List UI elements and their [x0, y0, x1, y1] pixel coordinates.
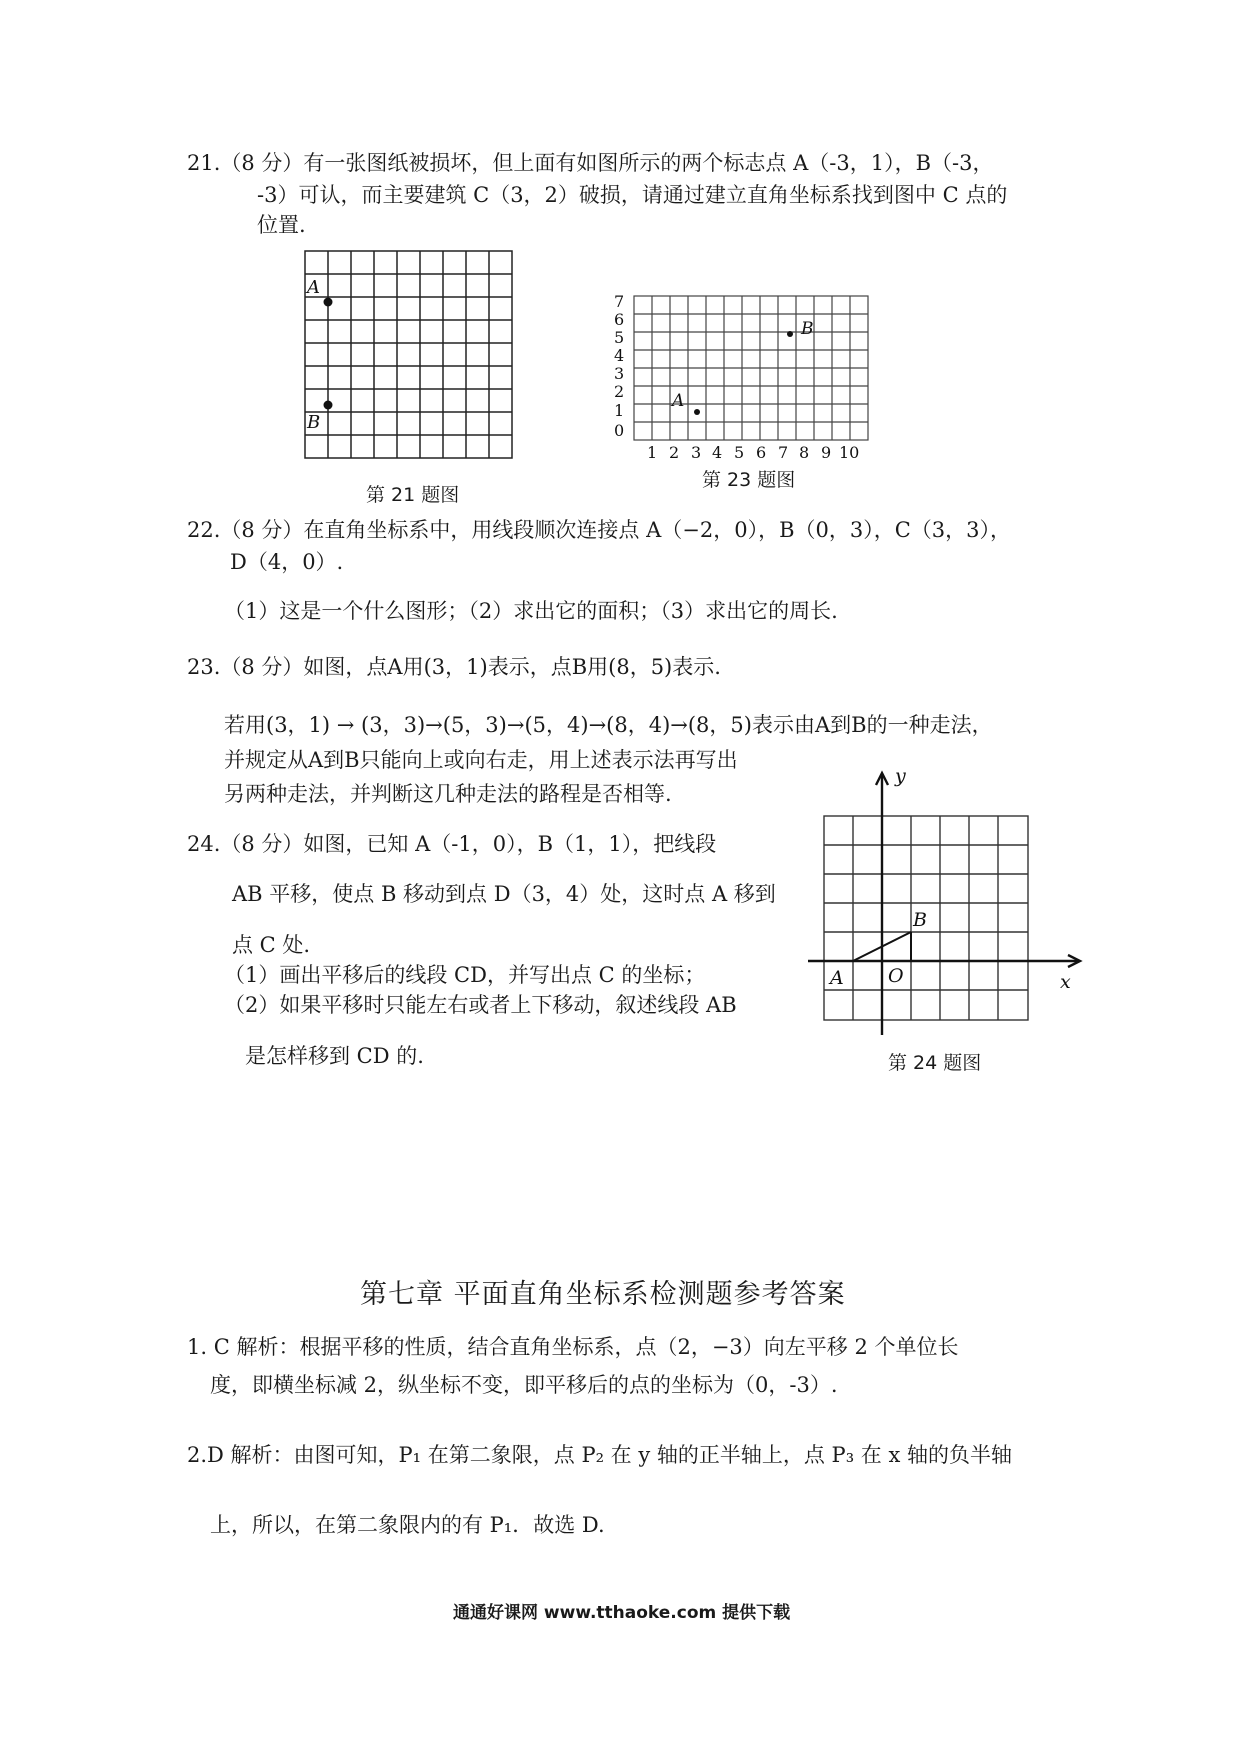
answer-2-line-2: 上，所以，在第二象限内的有 P₁．故选 D.: [210, 1513, 605, 1537]
x-tick-label: 7: [778, 443, 789, 458]
x-tick-label: 9: [821, 443, 832, 458]
figure-23-caption: 第 23 题图: [702, 469, 796, 491]
x-tick-label: 1: [647, 443, 658, 458]
y-tick-label: 1: [614, 401, 625, 420]
x-tick-label: 3: [691, 443, 702, 458]
q21-line-3: 位置.: [257, 213, 306, 237]
q23-line-1: 23.（8 分）如图，点A用(3，1)表示，点B用(8，5)表示.: [187, 655, 721, 679]
point-b-label: B: [801, 319, 814, 339]
figure-24-caption: 第 24 题图: [888, 1052, 982, 1074]
q22-line-2: D（4，0）.: [230, 550, 344, 574]
q23-line-3: 并规定从A到B只能向上或向右走，用上述表示法再写出: [224, 748, 738, 772]
q21-line-2: -3）可认，而主要建筑 C（3，2）破损，请通过建立直角坐标系找到图中 C 点的: [257, 183, 1008, 207]
x-tick-label: 4: [712, 443, 723, 458]
figure-21-caption: 第 21 题图: [366, 484, 460, 506]
y-tick-label: 5: [614, 328, 625, 347]
answer-2-line-1: 2.D 解析：由图可知，P₁ 在第二象限，点 P₂ 在 y 轴的正半轴上，点 P₃ 在 x 轴的负半轴: [187, 1443, 1012, 1467]
q24-line-6: 是怎样移到 CD 的.: [245, 1044, 424, 1068]
y-tick-label: 7: [614, 292, 625, 311]
q23-line-2: 若用(3，1) → (3，3)→(5，3)→(5，4)→(8，4)→(8，5)表示由A到B的一种走法，: [224, 713, 993, 737]
point-a-label: A: [672, 391, 685, 411]
answer-1-line-1: 1. C 解析：根据平移的性质，结合直角坐标系，点（2，−3）向左平移 2 个单位长: [187, 1335, 959, 1359]
point-b-label: B: [913, 909, 927, 931]
answers-title: 第七章 平面直角坐标系检测题参考答案: [360, 1279, 846, 1310]
q23-line-4: 另两种走法，并判断这几种走法的路程是否相等.: [224, 782, 672, 806]
q21-line-1: 21.（8 分）有一张图纸被损坏，但上面有如图所示的两个标志点 A（-3，1），B（-3，: [187, 151, 994, 175]
page-footer: 通通好课网 www.tthaoke.com 提供下载: [453, 1603, 791, 1623]
x-tick-label: 6: [756, 443, 767, 458]
figure-23-grid: [600, 278, 880, 458]
y-axis-label: y: [895, 765, 906, 787]
x-tick-label: 5: [734, 443, 745, 458]
answer-1-line-2: 度，即横坐标减 2，纵坐标不变，即平移后的点的坐标为（0，-3）.: [210, 1373, 838, 1397]
figure-21-grid: [295, 245, 525, 465]
point-a-dot: [324, 298, 333, 307]
point-a-label: A: [830, 967, 844, 989]
y-tick-label: 4: [614, 346, 625, 365]
q22-line-1: 22.（8 分）在直角坐标系中，用线段顺次连接点 A（−2，0），B（0，3），C（3，3），: [187, 518, 1012, 542]
x-tick-label: 8: [799, 443, 810, 458]
point-a-dot: [694, 409, 700, 415]
y-tick-label: 0: [614, 421, 625, 440]
y-tick-label: 6: [614, 310, 625, 329]
y-tick-label: 3: [614, 364, 625, 383]
origin-label: O: [888, 965, 904, 987]
q22-line-3: （1）这是一个什么图形；（2）求出它的面积；（3）求出它的周长.: [224, 599, 838, 623]
x-tick-label: 2: [669, 443, 680, 458]
x-tick-label: 10: [839, 443, 860, 458]
q24-line-5: （2）如果平移时只能左右或者上下移动，叙述线段 AB: [224, 993, 737, 1017]
x-axis-label: x: [1060, 971, 1071, 993]
point-b-label: B: [307, 412, 321, 433]
q24-line-4: （1）画出平移后的线段 CD，并写出点 C 的坐标；: [224, 963, 706, 987]
point-a-label: A: [307, 277, 320, 298]
q24-line-3: 点 C 处.: [232, 933, 311, 957]
point-b-dot: [787, 331, 793, 337]
q24-line-1: 24.（8 分）如图，已知 A（-1，0），B（1，1），把线段: [187, 832, 717, 856]
q24-line-2: AB 平移，使点 B 移动到点 D（3，4）处，这时点 A 移到: [232, 882, 776, 906]
y-tick-label: 2: [614, 382, 625, 401]
figure-24-coordinate-grid: [800, 760, 1090, 1050]
point-b-dot: [324, 401, 333, 410]
